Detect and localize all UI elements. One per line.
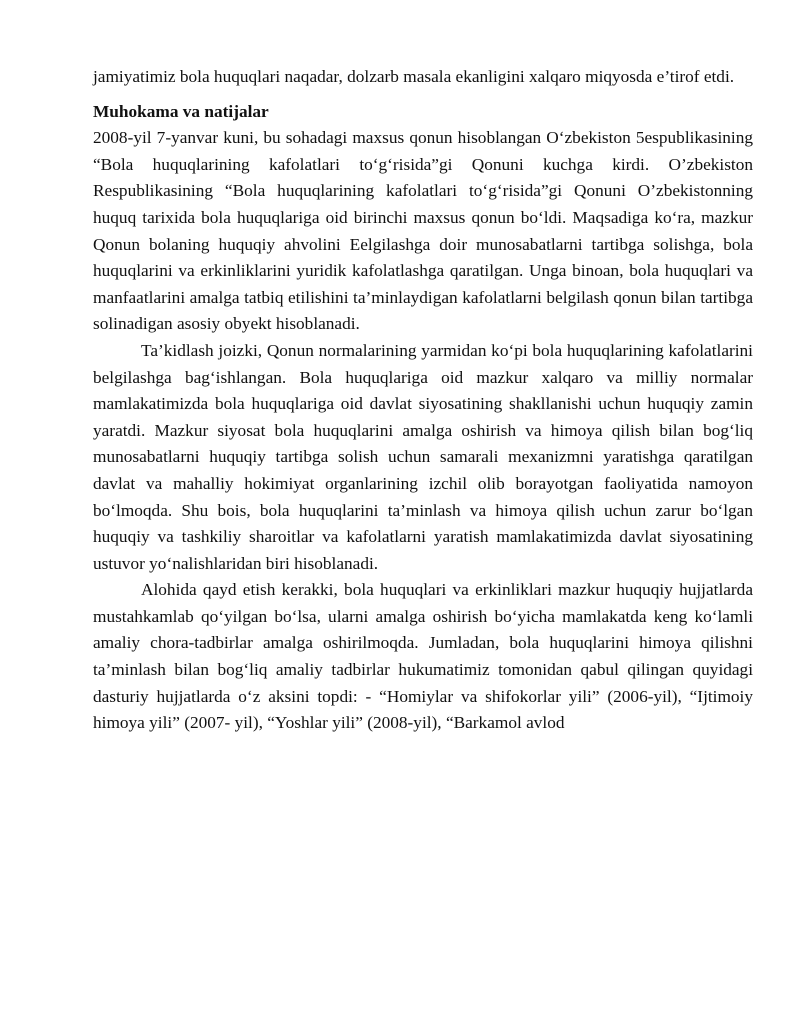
intro-paragraph: jamiyatimiz bola huquqlari naqadar, dolzarb masala ekanligini xalqaro miqyosda e’tirof etdi. (93, 67, 735, 86)
section-heading: Muhokama va natijalar (93, 101, 269, 121)
body-paragraph-3: Alohida qayd etish kerakki, bola huquqlari va erkinliklari mazkur huquqiy hujjatlarda mustahkamlab qo‘yilgan bo‘lsa, ularni amalga oshirish bo‘yicha mamlakatda keng ko‘lamli amaliy chora-tadbirlar amalga oshirilmoqda. Jumladan, bola huquqlarini himoya qilishni ta’minlash bilan bog‘liq amaliy tadbirlar hukumatimiz tomonidan qabul qilingan quyidagi dasturiy hujjatlarda o‘z aksini topdi: - “Homiylar va shifokorlar yili” (2006-yil), “Ijtimoiy himoya yili” (2007- yil), “Yoshlar yili” (2008-yil), “Barkamol avlod (93, 580, 753, 733)
body-paragraph-1: 2008-yil 7-yanvar kuni, bu sohadagi maxsus qonun hisoblangan O‘zbekiston 5espublikasining “Bola huquqlarining kafolatlari to‘g‘risida”gi Qonuni kuchga kirdi. O’zbekiston Respublikasining “Bola huquqlarining kafolatlari to‘g‘risida”gi Qonuni O’zbekistonning huquq tarixida bola huquqlariga oid birinchi maxsus qonun bo‘ldi. Maqsadiga ko‘ra, mazkur Qonun bolaning huquqiy ahvolini Eelgilashga doir munosabatlarni tartibga solishga, bola huquqlarini va erkinliklarini yuridik kafolatlashga qaratilgan. Unga binoan, bola huquqlari va manfaatlarini amalga tatbiq etilishini ta’minlaydigan kafolatlarni belgilash qonun bilan tartibga solinadigan asosiy obyekt hisoblanadi. (93, 128, 753, 334)
body-paragraph-2: Ta’kidlash joizki, Qonun normalarining yarmidan ko‘pi bola huquqlarining kafolatlarini belgilashga bag‘ishlangan. Bola huquqlariga oid mazkur xalqaro va milliy normalar mamlakatimizda bola huquqlariga oid davlat siyosatining shakllanishi uchun huquqiy zamin yaratdi. Mazkur siyosat bola huquqlarini amalga oshirish va himoya qilish bilan bog‘liq munosabatlarni huquqiy tartibga solish uchun samarali mexanizmni yaratishga qaratilgan davlat va mahalliy hokimiyat organlarining izchil olib borayotgan faoliyatida namoyon bo‘lmoqda. Shu bois, bola huquqlarini ta’minlash va himoya qilish uchun zarur bo‘lgan huquqiy va tashkiliy sharoitlar va kafolatlarni yaratish mamlakatimizda davlat siyosatining ustuvor yo‘nalishlaridan biri hisoblanadi. (93, 340, 753, 573)
document-page (93, 64, 753, 737)
